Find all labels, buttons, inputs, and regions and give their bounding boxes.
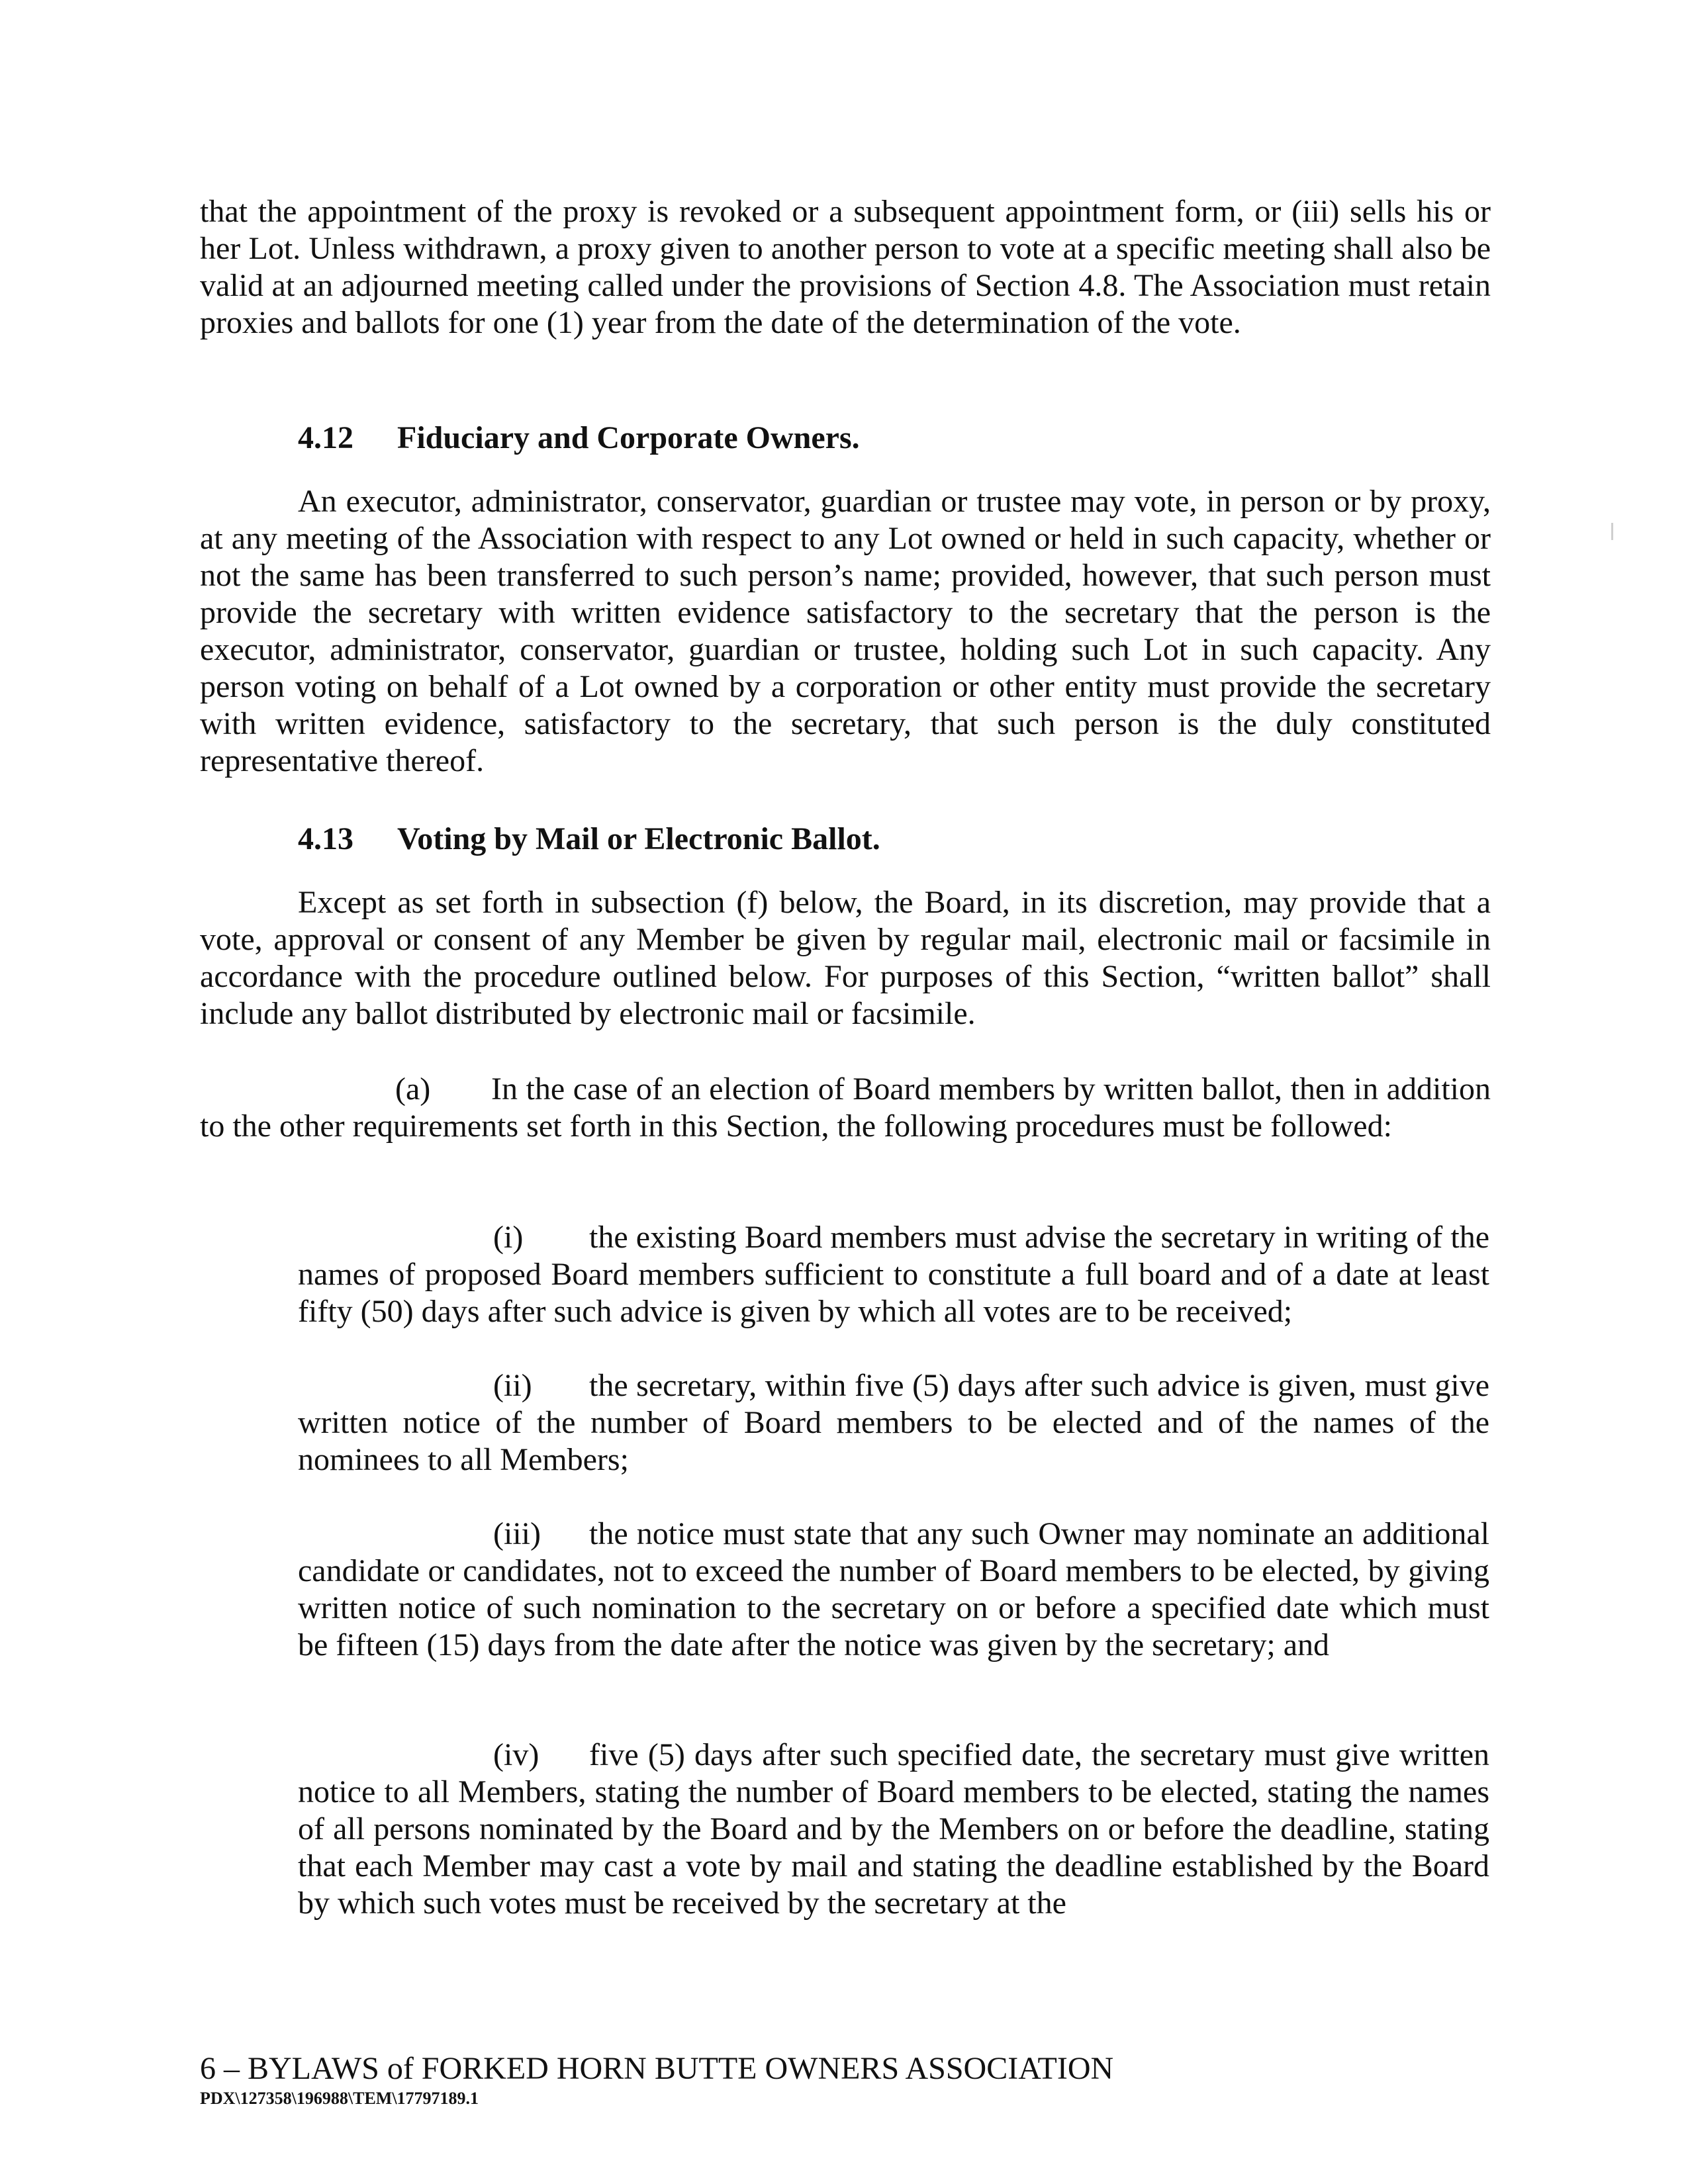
continuation-paragraph: that the appointment of the proxy is revoked or a subsequent appointment form, or (iii) sells his or her Lot. Unless withdrawn, a proxy given to another person to vote at a specific meeting shall also be valid at an adjourned meeting called under the provisions of Section 4.8. The Association must retain proxies and ballots for one (1) year from the date of the determination of the vote. [200,194,1491,340]
list-item-label: (i) [493,1220,524,1255]
list-item-text: the existing Board members must advise the secretary in writing of the names of proposed Board members sufficient to constitute a full board and of a date at least fifty (50) days after such advice is given by which all votes are to be received; [298,1220,1489,1329]
subsection-a-label: (a) [395,1071,431,1107]
section-4-13-heading [298,821,880,858]
subsection-a-text: In the case of an election of Board members by written ballot, then in addition to the other requirements set forth in this Section, the following procedures must be followed: [200,1071,1491,1144]
section-4-12-heading [298,420,860,457]
list-item-label: (iii) [493,1516,541,1551]
section-4-13-title: Voting by Mail or Electronic Ballot. [397,821,880,856]
list-item [298,1516,1489,1664]
list-item [298,1219,1489,1330]
scan-artifact-mark [1611,523,1613,540]
footer-document-id: PDX\127358\196988\TEM\17797189.1 [200,2089,479,2108]
section-4-12-body: An executor, administrator, conservator, guardian or trustee may vote, in person or by proxy, at any meeting of the Association with respect to any Lot owned or held in such capacity, whether or not the same has been transferred to such person’s name; provided, however, that such person must provide the secretary with written evidence satisfactory to the secretary that the person is the executor, administrator, conservator, guardian or trustee, holding such Lot in such capacity. Any person voting on behalf of a Lot owned by a corporation or other entity must provide the secretary with written evidence, satisfactory to the secretary, that such person is the duly constituted representative thereof. [200,484,1491,778]
list-item [298,1737,1489,1922]
footer-title: 6 – BYLAWS of FORKED HORN BUTTE OWNERS ASSOCIATION [200,2051,1114,2086]
section-4-13-body: Except as set forth in subsection (f) below, the Board, in its discretion, may provide that a vote, approval or consent of any Member be given by regular mail, electronic mail or facsimile in accordance with the procedure outlined below. For purposes of this Section, “written ballot” shall include any ballot distributed by electronic mail or facsimile. [200,885,1491,1031]
list-item-text: the notice must state that any such Owner may nominate an additional candidate or candidates, not to exceed the number of Board members to be elected, by giving written notice of such nomination to the secretary on or before a specified date which must be fifteen (15) days from the date after the notice was given by the secretary; and [298,1516,1489,1662]
section-4-13-number: 4.13 [298,821,353,856]
list-item [298,1367,1489,1479]
list-item-text: five (5) days after such specified date, the secretary must give written notice to all Members, stating the number of Board members to be elected, stating the names of all persons nominated by the Board and by the Members on or before the deadline, stating that each Member may cast a vote by mail and stating the deadline established by the Board by which such votes must be received by the secretary at the [298,1737,1489,1921]
list-item-label: (iv) [493,1737,539,1772]
section-4-12-title: Fiduciary and Corporate Owners. [397,420,860,455]
section-4-12-number: 4.12 [298,420,353,455]
list-item-label: (ii) [493,1368,532,1403]
list-item-text: the secretary, within five (5) days after such advice is given, must give written notice of the number of Board members to be elected and of the names of the nominees to all Members; [298,1368,1489,1477]
subsection-a [200,1071,1491,1145]
